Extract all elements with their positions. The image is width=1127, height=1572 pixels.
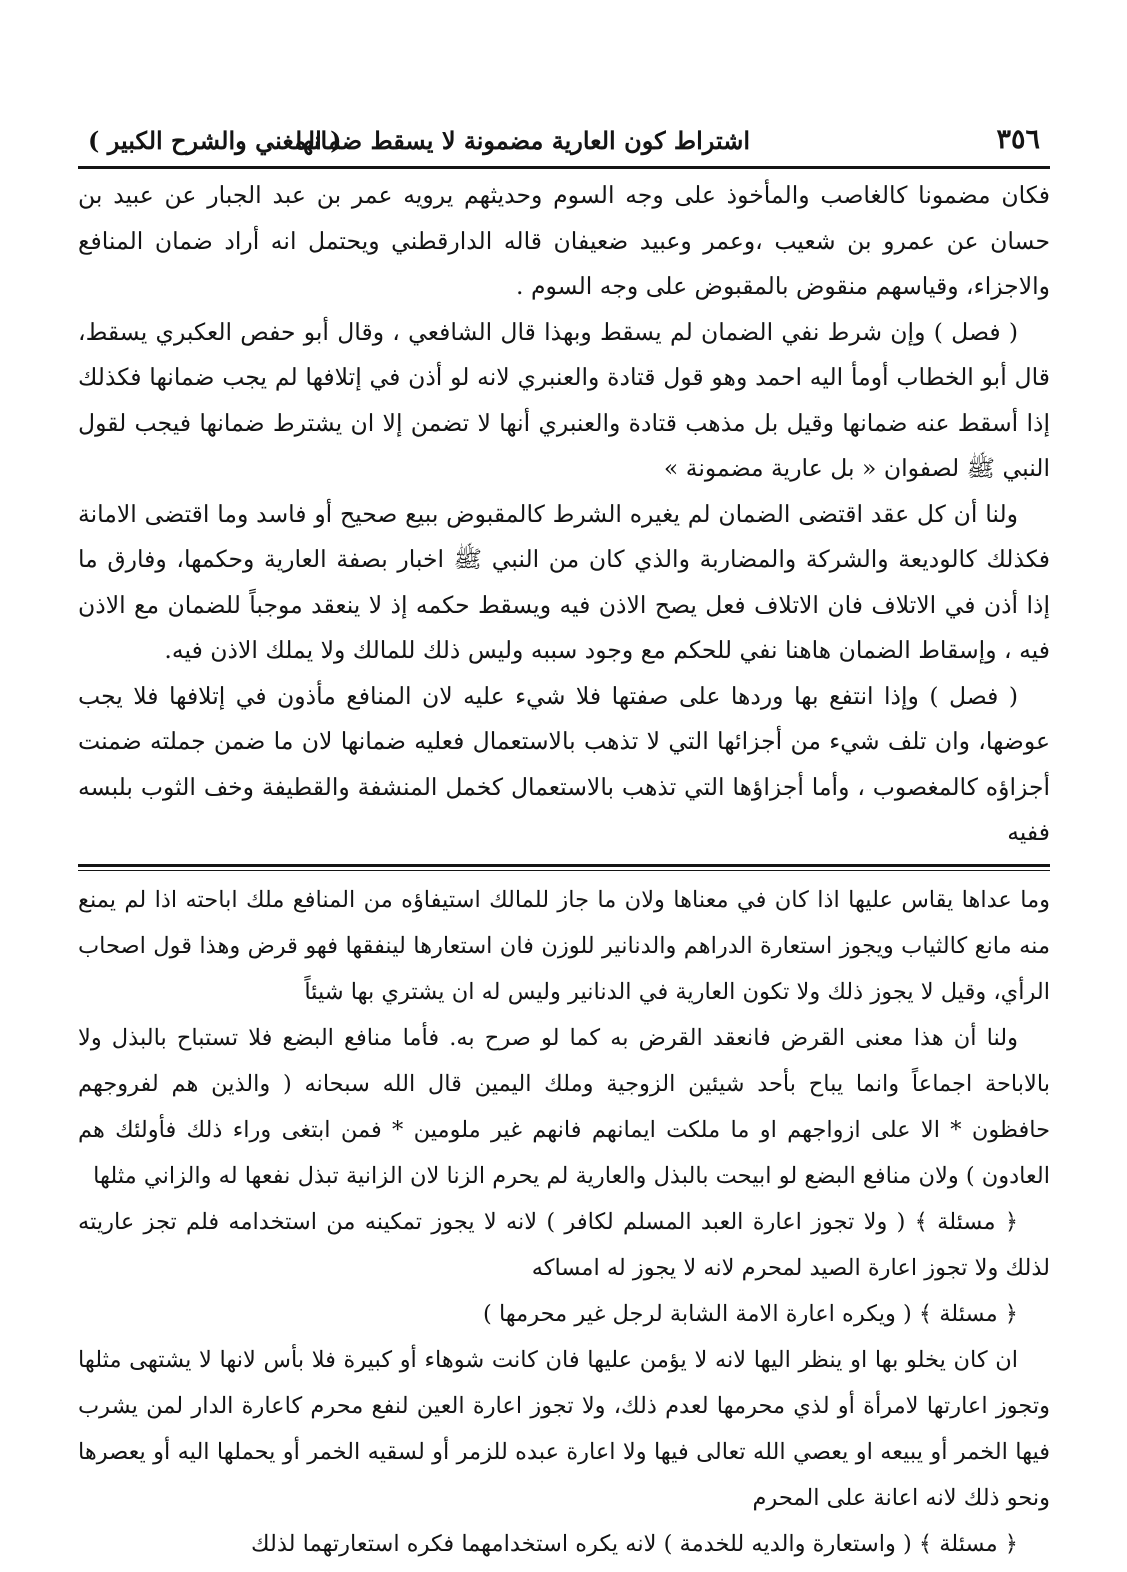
paragraph: وما عداها يقاس عليها اذا كان في معناها ولان ما جاز للمالك استيفاؤه من المنافع ملك اباحته اذا لم يمنع منه مانع كالثياب ويجوز استعارة الدراهم والدنانير للوزن فان استعارها لينفقها فهو قرض وهذا قول اصحاب الرأي، وقيل لا يجوز ذلك ولا تكون العارية في الدنانير وليس له ان يشتري بها شيئاً: [78, 886, 1050, 1005]
paragraph: ( فصل ) وإن شرط نفي الضمان لم يسقط وبهذا قال الشافعي ، وقال أبو حفص العكبري يسقط، قال أبو الخطاب أومأ اليه احمد وهو قول قتادة والعنبري لانه لو أذن في إتلافها لم يجب ضمانها فكذلك إذا أسقط عنه ضمانها وقيل بل مذهب قتادة والعنبري أنها لا تضمن إلا ان يشترط ضمانها فيجب لقول النبي ﷺ لصفوان « بل عارية مضمونة »: [78, 317, 1050, 482]
lower-section: [78, 877, 1050, 1567]
page-number: ٣٥٦: [996, 124, 1040, 155]
paragraph: ﴿ مسئلة ﴾ ( ويكره اعارة الامة الشابة لرجل غير محرمها ): [483, 1300, 1018, 1327]
paragraph: ﴿ مسئلة ﴾ ( ولا تجوز اعارة العبد المسلم لكافر ) لانه لا يجوز تمكينه من استخدامه فلم تجز عاريته لذلك ولا تجوز اعارة الصيد لمحرم لانه لا يجوز له امساكه: [78, 1208, 1050, 1281]
document-page: [78, 118, 1050, 1567]
paragraph: ولنا أن هذا معنى القرض فانعقد القرض به كما لو صرح به. فأما منافع البضع فلا تستباح بالبذل ولا بالاباحة اجماعاً وانما يباح بأحد شيئين الزوجية وملك اليمين قال الله سبحانه ( والذين هم لفروجهم حافظون * الا على ازواجهم او ما ملكت ايمانهم فانهم غير ملومين * فمن ابتغى وراء ذلك فأولئك هم العادون ) ولان منافع البضع لو ابيحت بالبذل والعارية لم يحرم الزنا لان الزانية تبذل نفعها له والزاني مثلها: [78, 1024, 1050, 1189]
header-rule: [78, 166, 1050, 169]
paragraph: ان كان يخلو بها او ينظر اليها لانه لا يؤمن عليها فان كانت شوهاء أو كبيرة فلا بأس لانها لا يشتهى مثلها وتجوز اعارتها لامرأة أو لذي محرمها لعدم ذلك، ولا تجوز اعارة العين لنفع محرم كاعارة الدار لمن يشرب فيها الخمر أو يبيعه او يعصي الله تعالى فيها ولا اعارة عبده للزمر أو لسقيه الخمر أو يحملها اليه أو يعصرها ونحو ذلك لانه اعانة على المحرم: [78, 1346, 1050, 1511]
page-header: [78, 118, 1050, 164]
chapter-title: اشتراط كون العارية مضمونة لا يسقط ضمانها: [295, 126, 750, 155]
paragraph: فكان مضمونا كالغاصب والمأخوذ على وجه السوم وحديثهم يرويه عمر بن عبد الجبار عن عبيد بن حسان عن عمرو بن شعيب ،وعمر وعبيد ضعيفان قاله الدارقطني ويحتمل انه أراد ضمان المنافع والاجزاء، وقياسهم منقوض بالمقبوض على وجه السوم .: [78, 181, 1050, 300]
section-divider: [78, 864, 1050, 867]
section-divider-thin: [78, 870, 1050, 871]
paragraph: ( فصل ) وإذا انتفع بها وردها على صفتها فلا شيء عليه لان المنافع مأذون في إتلافها فلا يجب عوضها، وان تلف شيء من أجزائها التي لا تذهب بالاستعمال فعليه ضمانها لان ما ضمن جملته ضمنت أجزاؤه كالمغصوب ، وأما أجزاؤها التي تذهب بالاستعمال كخمل المنشفة والقطيفة وخف الثوب بلبسه ففيه: [78, 681, 1050, 846]
book-title: ( المغني والشرح الكبير ): [88, 126, 342, 155]
paragraph: ﴿ مسئلة ﴾ ( واستعارة والديه للخدمة ) لانه يكره استخدامهما فكره استعارتهما لذلك: [251, 1530, 1018, 1557]
paragraph: ولنا أن كل عقد اقتضى الضمان لم يغيره الشرط كالمقبوض ببيع صحيح أو فاسد وما اقتضى الامانة فكذلك كالوديعة والشركة والمضاربة والذي كان من النبي ﷺ اخبار بصفة العارية وحكمها، وفارق ما إذا أذن في الاتلاف فان الاتلاف فعل يصح الاذن فيه ويسقط حكمه إذ لا ينعقد موجباً للضمان مع الاذن فيه ، وإسقاط الضمان هاهنا نفي للحكم مع وجود سببه وليس ذلك للمالك ولا يملك الاذن فيه.: [78, 499, 1050, 664]
upper-section: [78, 173, 1050, 856]
